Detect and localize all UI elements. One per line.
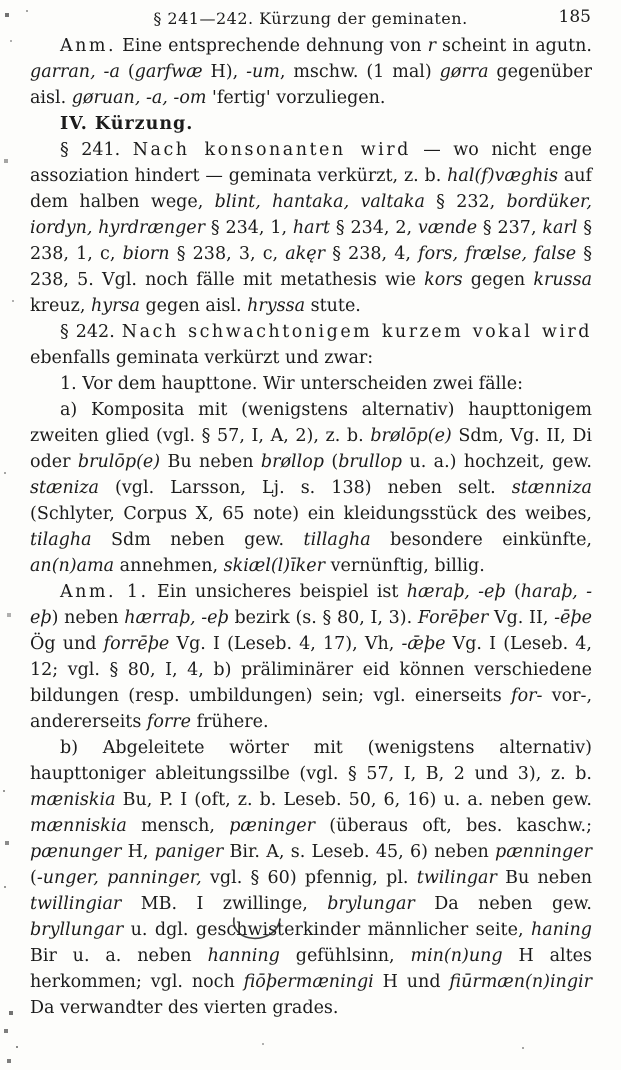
section-heading: IV. Kürzung. (60, 114, 194, 134)
para-242: § 242. Nach schwachtonigem kurzem vokal wird ebenfalls geminata verkürzt und zwar: (30, 322, 592, 368)
para-item1: 1. Vor dem haupttone. Wir unterscheiden zwei fälle: (60, 374, 523, 394)
para-anm1: Anm. 1. Ein unsicheres beispiel ist hæraþ, -eþ (haraþ, -eþ) neben hærraþ, -eþ bezirk (s. § 80, I, 3). Forēþer Vg. II, -ēþe Ög und forrēþe Vg. I (Leseb. 4, 17), Vh, -ǣþe Vg. I (Leseb. 4, 12; vgl. § 80, I, 4, b) präliminärer eid können verschiedene bildungen (resp. umbildungen) sein; vgl. einerseits for- vor-, andererseits forre frühere. (30, 582, 593, 732)
para-anm-top: Anm. Eine entsprechende dehnung von r scheint in agutn. garran, -a (garfwæ H), -um, mschw. (1 mal) gørra gegenüber aisl. gøruan, -a, -om 'fertig' vorzuliegen. (30, 36, 592, 108)
para-b: b) Abgeleitete wörter mit (wenigstens alternativ) haupttoniger ableitungssilbe (vgl. § 57, I, B, 2 und 3), z. b. mæniskia Bu, P. I (oft, z. b. Leseb. 50, 6, 16) u. a. neben gew. mænniskia mensch, pæninger (überaus oft, bes. kaschw.; pænunger H, paniger Bir. A, s. Leseb. 45, 6) neben pænninger (-unger, panninger, vgl. § 60) pfennig, pl. twilingar Bu neben twillingiar MB. I zwillinge, brylungar Da neben gew. bryllungar u. dgl. geschwisterkinder männlicher seite, haning Bir u. a. neben hanning gefühlsinn, min(n)ung H altes herkommen; vgl. noch fiōþermæningi H und fiūrmæn(n)ingir Da verwandter des vierten grades. (30, 738, 593, 1018)
page-number: 185 (558, 7, 591, 27)
text-column (30, 33, 592, 1021)
para-241: § 241. Nach konsonanten wird — wo nicht enge assoziation hindert — geminata verkürzt, z. b. hal(f)væghis auf dem halben wege, blint, hantaka, valtaka § 232, bordüker, iordyn, hyrdrænger § 234, 1, hart § 234, 2, vænde § 237, karl § 238, 1, c, biorn § 238, 3, c, akęr § 238, 4, fors, frælse, false § 238, 5. Vgl. noch fälle mit metathesis wie kors gegen krussa kreuz, hyrsa gegen aisl. hryssa stute. (30, 140, 593, 316)
scan-noise (0, 0, 2, 2)
running-header-title: § 241—242. Kürzung der geminaten. (153, 9, 468, 28)
page-header (0, 0, 621, 33)
para-a: a) Komposita mit (wenigstens alternativ) haupttonigem zweiten glied (vgl. § 57, I, A, 2), z. b. brølōp(e) Sdm, Vg. II, Di oder brulōp(e) Bu neben brøllop (brullop u. a.) hochzeit, gew. stæniza (vgl. Larsson, Lj. s. 138) neben selt. stænniza (Schlyter, Corpus X, 65 note) ein kleidungsstück des weibes, tilagha Sdm neben gew. tillagha besondere einkünfte, an(n)ama annehmen, skiæl(l)īker vernünftig, billig. (30, 400, 592, 576)
